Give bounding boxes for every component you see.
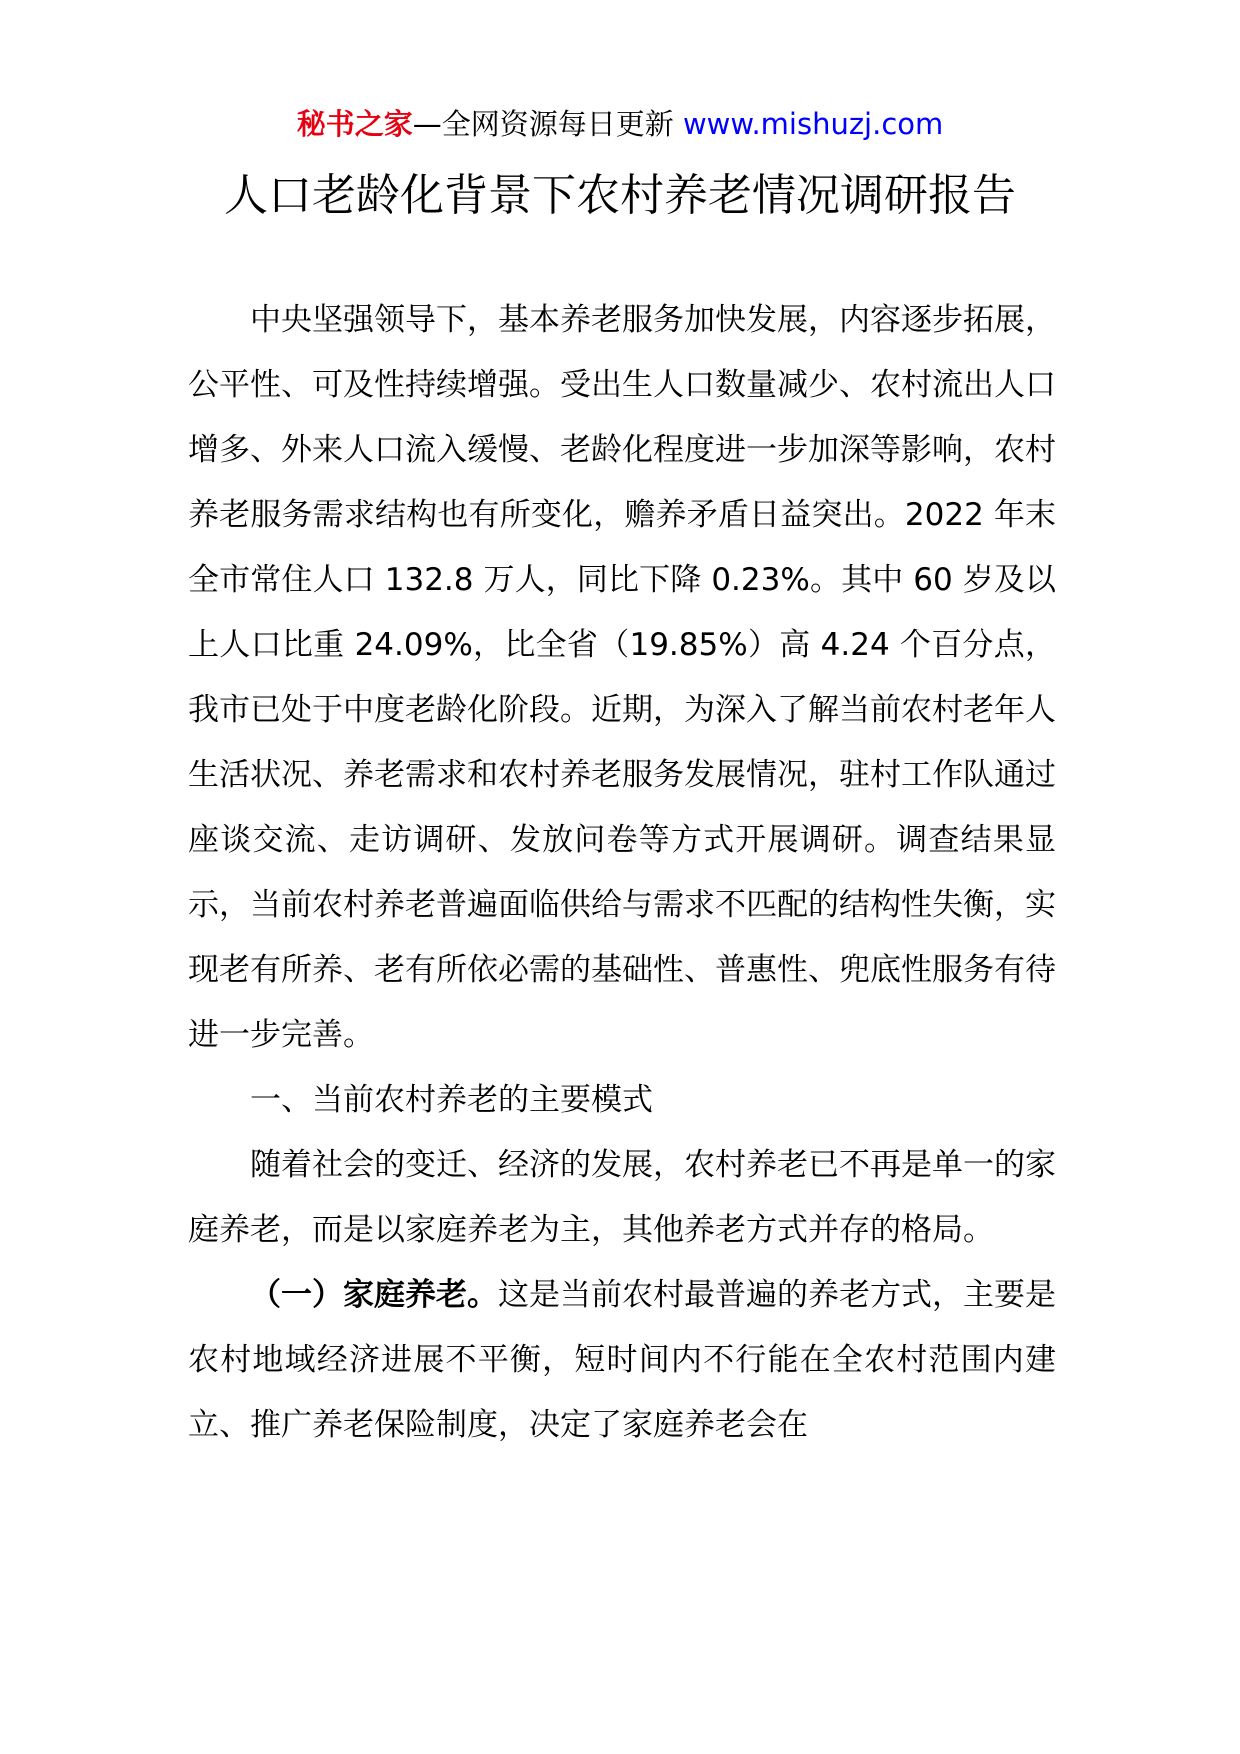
subsection-text: 这是当前农村最普遍的养老方式，主要是农村地域经济进展不平衡，短时间内不行能在全农村范围内建立、推广养老保险制度，决定了家庭养老会在 [188, 1277, 1056, 1443]
site-header [0, 104, 1240, 144]
section-paragraph: 随着社会的变迁、经济的发展，农村养老已不再是单一的家庭养老，而是以家庭养老为主，其他养老方式并存的格局。 [188, 1147, 1056, 1248]
document-title: 人口老龄化背景下农村养老情况调研报告 [224, 170, 1016, 221]
document-body [188, 288, 1056, 1458]
section-heading: 一、当前农村养老的主要模式 [250, 1082, 653, 1118]
site-url-link[interactable]: www.mishuzj.com [682, 107, 944, 141]
intro-paragraph: 中央坚强领导下，基本养老服务加快发展，内容逐步拓展，公平性、可及性持续增强。受出生人口数量减少、农村流出人口增多、外来人口流入缓慢、老龄化程度进一步加深等影响，农村养老服务需求结构也有所变化，赡养矛盾日益突出。2022 年末全市常住人口 132.8 万人，同比下降 0.23%。其中 60 岁及以上人口比重 24.09%，比全省（19.85%）高 4.24 个百分点，我市已处于中度老龄化阶段。近期，为深入了解当前农村老年人生活状况、养老需求和农村养老服务发展情况，驻村工作队通过座谈交流、走访调研、发放问卷等方式开展调研。调查结果显示，当前农村养老普遍面临供给与需求不匹配的结构性失衡，实现老有所养、老有所依必需的基础性、普惠性、兜底性服务有待进一步完善。 [188, 302, 1056, 1053]
tagline: —全网资源每日更新 [412, 107, 674, 141]
brand-name: 秘书之家 [296, 107, 413, 141]
subsection-lead: （一）家庭养老。 [250, 1277, 498, 1313]
subsection-paragraph [188, 1263, 1056, 1458]
